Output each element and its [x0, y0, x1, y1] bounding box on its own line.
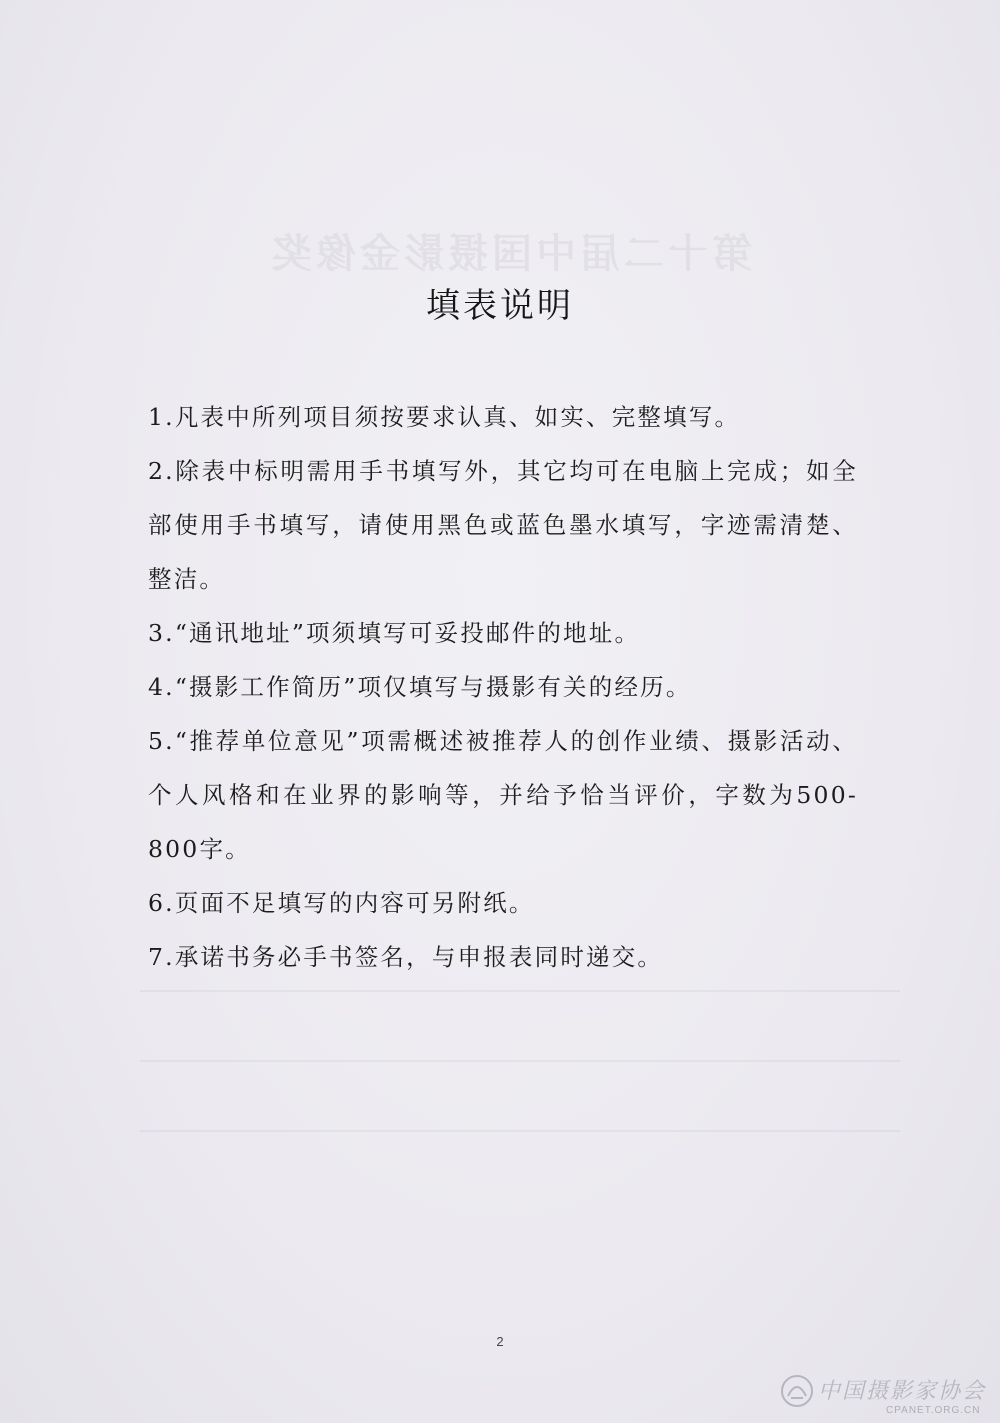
page-title: 填表说明 [426, 286, 574, 326]
page-number: 2 [496, 1334, 504, 1349]
instruction-item-2: 2.除表中标明需用手书填写外，其它均可在电脑上完成；如全部使用手书填写，请使用黑色或蓝色墨水填写，字迹需清楚、整洁。 [148, 457, 858, 593]
cpa-watermark [778, 1372, 993, 1422]
watermark-site: CPANET.ORG.CN [886, 1405, 981, 1416]
instruction-item-4: 4.“摄影工作简历”项仅填写与摄影有关的经历。 [148, 673, 692, 701]
instruction-item-7: 7.承诺书务必手书签名，与申报表同时递交。 [148, 943, 664, 971]
instruction-item-5: 5.“推荐单位意见”项需概述被推荐人的创作业绩、摄影活动、个人风格和在业界的影响等，并给予恰当评价，字数为500-800字。 [148, 727, 858, 863]
instructions-list [148, 390, 858, 984]
watermark-name: 中国摄影家协会 [818, 1379, 987, 1404]
cpa-logo-icon [778, 1372, 816, 1410]
instruction-item-6: 6.页面不足填写的内容可另附纸。 [148, 889, 535, 917]
instruction-item-3: 3.“通讯地址”项须填写可妥投邮件的地址。 [148, 619, 641, 647]
instruction-item-1: 1.凡表中所列项目须按要求认真、如实、完整填写。 [148, 403, 741, 431]
bleed-through-text: 第十二届中国摄影金像奖 [268, 230, 752, 277]
bleed-through-table [140, 950, 900, 1190]
